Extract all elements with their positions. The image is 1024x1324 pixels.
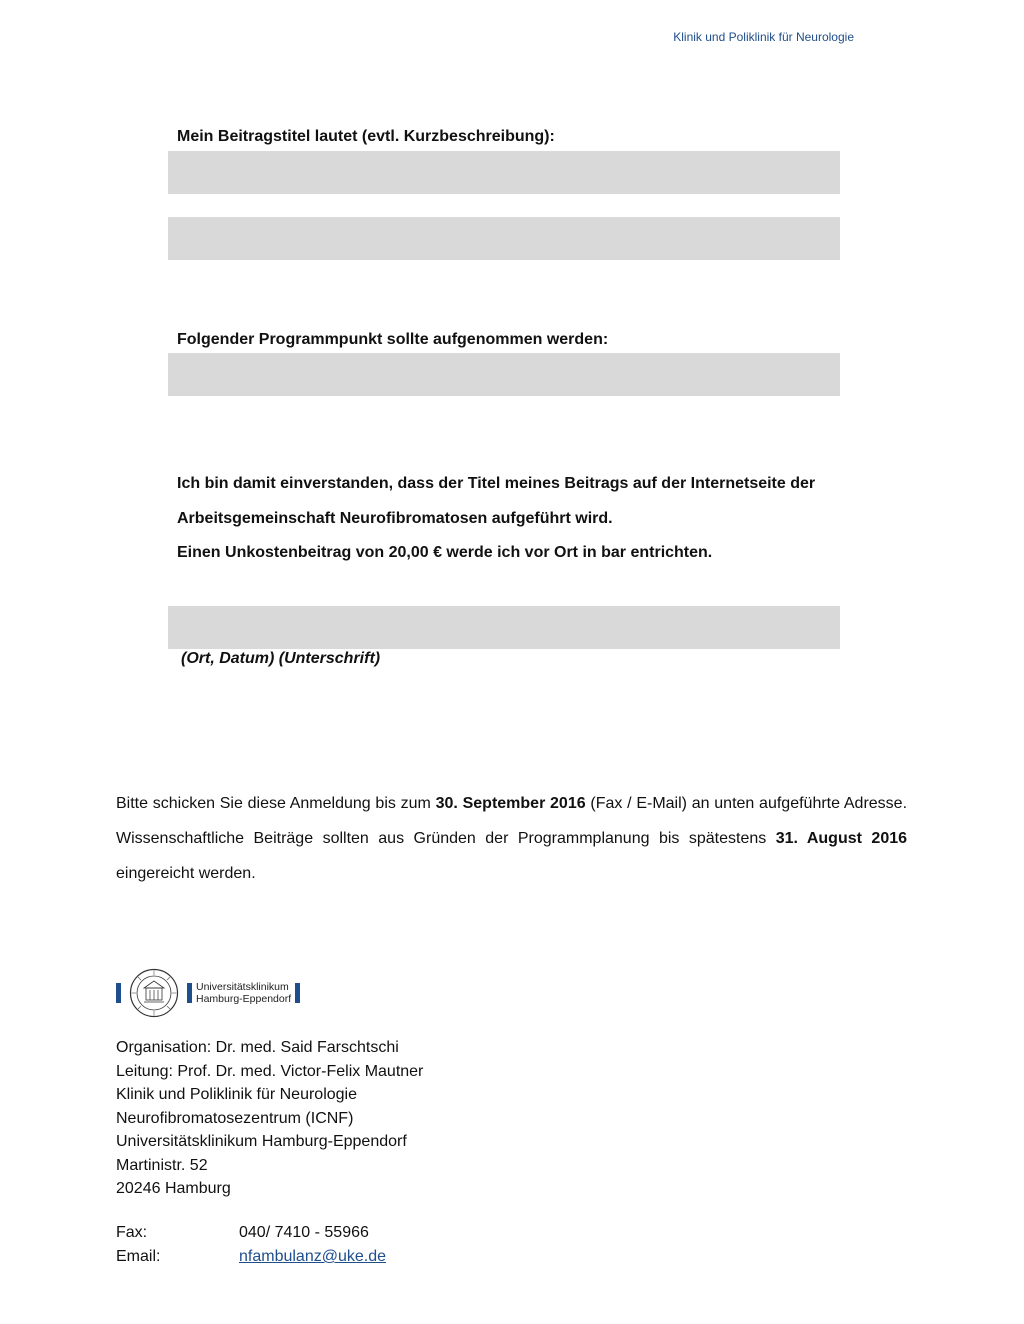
university-seal-icon — [129, 968, 179, 1018]
address-leitung: Leitung: Prof. Dr. med. Victor-Felix Mautner — [116, 1062, 424, 1080]
notice-deadline-2: 31. August 2016 — [775, 830, 908, 847]
notice-part-3: eingereicht werden. — [116, 865, 256, 882]
email-link[interactable]: nfambulanz@uke.de — [239, 1248, 386, 1265]
email-label: Email: — [116, 1248, 161, 1265]
title-label: Mein Beitragstitel lautet (evtl. Kurzbeschreibung): — [177, 128, 555, 145]
signature-input[interactable] — [168, 606, 840, 649]
contact-block — [116, 1221, 386, 1269]
consent-statement — [177, 466, 867, 569]
address-city: 20246 Hamburg — [116, 1180, 231, 1197]
address-clinic: Klinik und Poliklinik für Neurologie — [116, 1086, 358, 1103]
signature-caption: (Ort, Datum) (Unterschrift) — [181, 650, 381, 667]
notice-deadline-1: 30. September 2016 — [435, 795, 586, 812]
consent-line-2: Arbeitsgemeinschaft Neurofibromatosen aufgeführt wird. — [177, 510, 613, 527]
address-center: Neurofibromatosezentrum (ICNF) — [116, 1109, 354, 1127]
fax-row — [116, 1221, 386, 1245]
address-organisation: Organisation: Dr. med. Said Farschtschi — [116, 1039, 399, 1056]
submission-notice — [116, 786, 907, 891]
address-hospital: Universitätsklinikum Hamburg-Eppendorf — [116, 1133, 407, 1150]
fax-number: 040/ 7410 - 55966 — [239, 1224, 369, 1241]
logo-line-2: Hamburg-Eppendorf — [196, 993, 292, 1005]
title-input-line-1[interactable] — [168, 151, 840, 194]
logo-text — [196, 981, 291, 1005]
program-label: Folgender Programmpunkt sollte aufgenommen werden: — [177, 331, 609, 348]
consent-line-1: Ich bin damit einverstanden, dass der Titel meines Beitrags auf der Internetseite der — [177, 475, 816, 492]
organizer-address — [116, 1036, 423, 1201]
title-input-line-2[interactable] — [168, 217, 840, 260]
email-row — [116, 1245, 386, 1269]
fee-statement: Einen Unkostenbeitrag von 20,00 € werde ich vor Ort in bar entrichten. — [177, 544, 713, 561]
logo-bar-left — [116, 983, 121, 1003]
notice-part-2: (Fax / E-Mail) an unten aufgeführte Adresse. Wissenschaftliche Beiträge sollten aus Gründen der Programmplanung bis spätestens — [116, 795, 908, 847]
address-street: Martinistr. 52 — [116, 1156, 208, 1174]
header-department: Klinik und Poliklinik für Neurologie — [673, 30, 854, 44]
logo-bar-middle — [187, 983, 192, 1003]
logo-line-1: Universitätsklinikum — [196, 981, 289, 993]
program-input[interactable] — [168, 353, 840, 396]
fax-label: Fax: — [116, 1224, 148, 1241]
notice-part-1: Bitte schicken Sie diese Anmeldung bis zum — [116, 795, 436, 812]
logo-bar-right — [295, 983, 300, 1003]
uke-logo — [116, 966, 300, 1020]
